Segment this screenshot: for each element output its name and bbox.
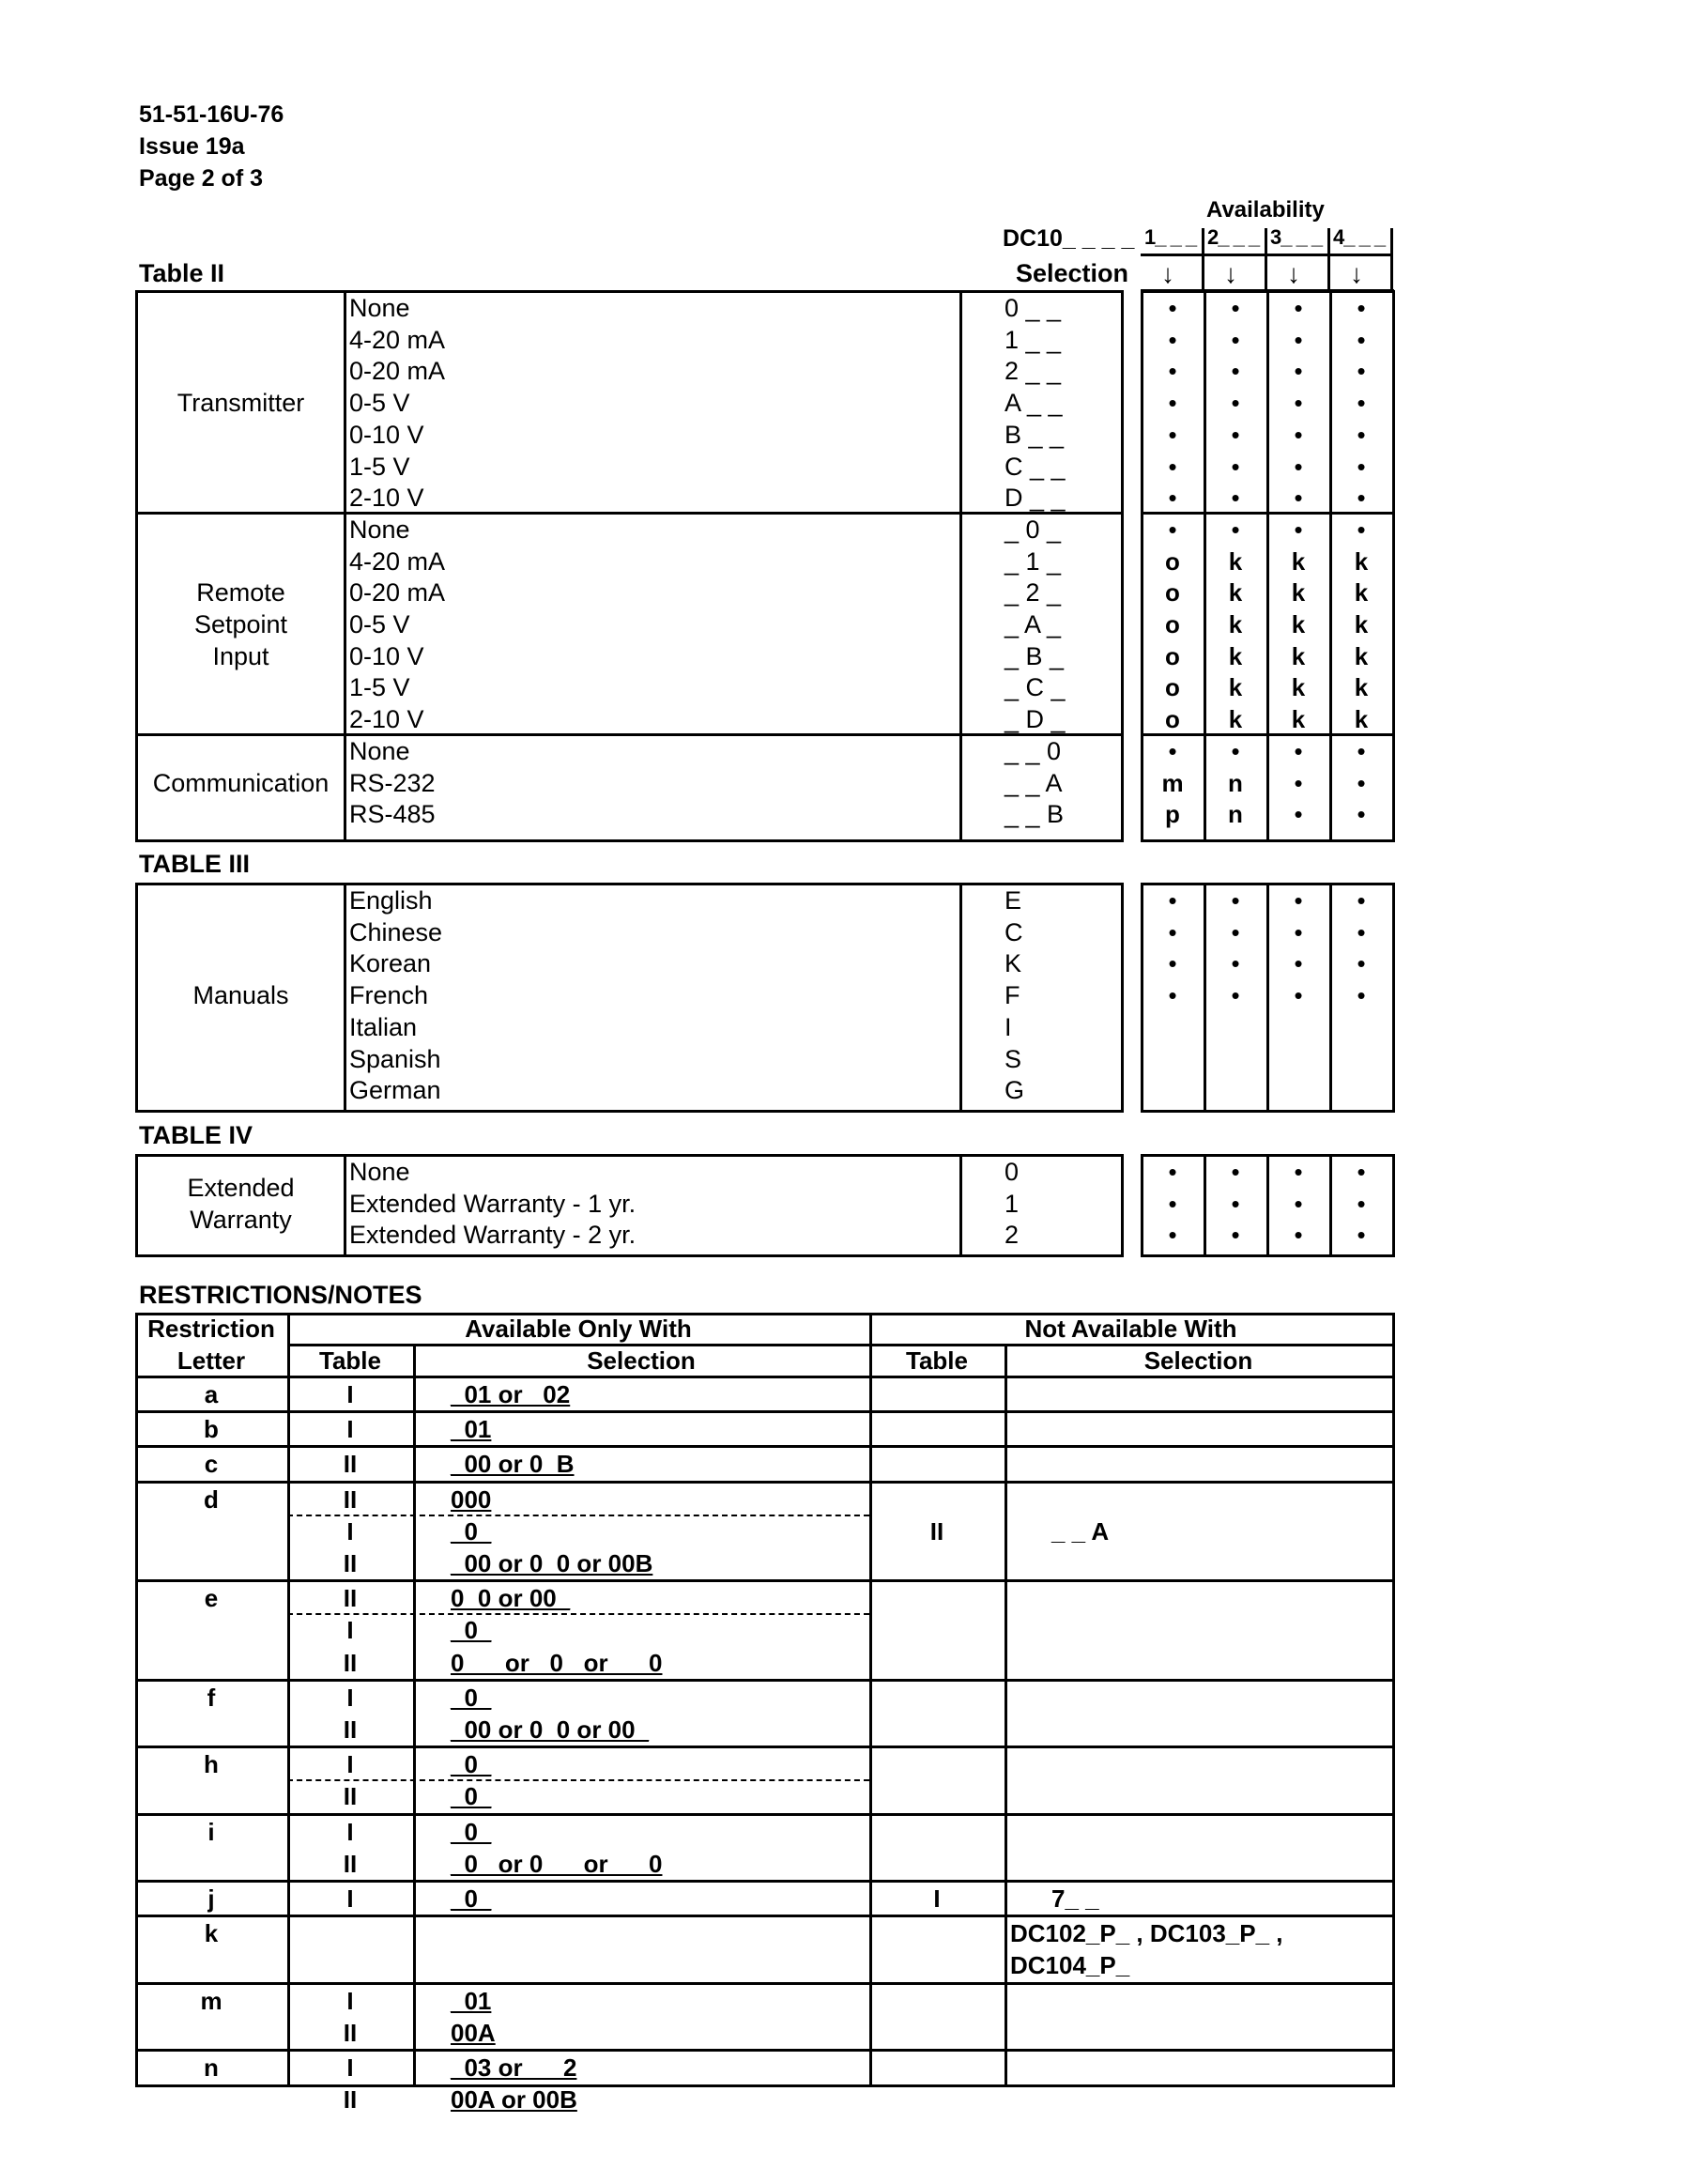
selection-code: E [1005,886,1022,915]
column-divider [1265,228,1267,289]
bullet-mark: • [1294,736,1303,765]
restriction-mark: o [1165,610,1180,638]
not-selection-value: 7_ _ [1051,1884,1099,1913]
group-name: Extended [187,1173,295,1202]
down-arrow-icon: ↓ [1224,259,1237,288]
header-underline [1266,254,1329,256]
restriction-mark: p [1165,800,1180,829]
selection-code: 1 _ _ [1005,325,1062,354]
bullet-mark: • [1294,1221,1303,1250]
restriction-mark: o [1165,641,1180,670]
selection-code: 0 _ _ [1005,294,1062,322]
table-ref: I [346,1817,354,1846]
bullet-mark: • [1294,452,1303,481]
column-divider [1202,228,1204,289]
restriction-mark: k [1354,705,1369,734]
page-label: Page 2 of 3 [139,165,263,192]
bullet-mark: • [1231,484,1240,513]
col-divider [344,883,346,1113]
bullet-mark: • [1357,294,1366,322]
bullet-mark: • [1231,389,1240,418]
col-divider [344,1154,346,1257]
restriction-mark: k [1228,578,1243,608]
bullet-mark: • [1168,1189,1177,1218]
restriction-header: Restriction [147,1315,275,1343]
header-underline [1141,254,1204,256]
header-underline [1204,254,1266,256]
bullet-mark: • [1168,886,1177,915]
selection-code: I [1005,1012,1012,1041]
table-ref: II [343,1715,358,1744]
selection-value: _0_ [451,1683,492,1712]
table-ref: I [346,1380,354,1408]
bullet-mark: • [1168,736,1177,765]
selection-label: Selection [1016,259,1129,287]
selection-code: _ A _ [1005,610,1062,638]
bullet-mark: • [1357,325,1366,354]
option-label: RS-232 [349,768,436,797]
avail-col-divider [1329,883,1332,1113]
table-ref: II [343,1484,358,1514]
option-label: Italian [349,1012,418,1041]
option-label: 0-20 mA [349,357,446,386]
restriction-mark: k [1291,578,1306,608]
selection-value: _0_ [451,1817,492,1846]
restriction-mark: k [1354,641,1369,670]
down-arrow-icon: ↓ [1287,259,1300,288]
bullet-mark: • [1357,800,1366,829]
col-divider [869,1313,872,2087]
selection-code: 1 [1005,1189,1020,1218]
bullet-mark: • [1231,1221,1240,1250]
bullet-mark: • [1294,389,1303,418]
restriction-mark: k [1291,546,1306,576]
avail-col-divider [1329,1154,1332,1257]
table-ref: II [343,2018,358,2047]
selection-code: 2 _ _ [1005,357,1062,386]
table-ref: I [346,1683,354,1712]
bullet-mark: • [1357,484,1366,513]
table-ref: I [346,1415,354,1444]
table-ii-title: Table II [139,259,225,287]
selection-code: _ 2 _ [1005,578,1062,608]
dashed-divider [287,1613,869,1615]
bullet-mark: • [1357,949,1366,978]
bullet-mark: • [1357,981,1366,1010]
selection-value: _01 [451,1415,492,1444]
table-ref: II [343,1849,358,1878]
not-table-ref: I [933,1884,941,1913]
bullet-mark: • [1294,420,1303,449]
restriction-mark: o [1165,705,1180,734]
selection-value: _0_ [451,1516,492,1546]
restriction-letter: d [204,1484,219,1514]
selection-value: _03 or _ _2 [451,2053,577,2082]
selection-value: _0_ [451,1782,492,1811]
restriction-mark: n [1228,800,1243,829]
restriction-mark: k [1354,578,1369,608]
option-label: None [349,515,410,544]
table-header: Table [319,1346,381,1375]
selection-value: _0_ [451,1750,492,1779]
restriction-mark: k [1228,705,1243,734]
table-ref: II [343,1549,358,1577]
bullet-mark: • [1231,1189,1240,1218]
availability-title: Availability [1206,197,1325,223]
selection-value: 0_0 or 00_ [451,1584,571,1613]
bullet-mark: • [1231,357,1240,386]
option-label: 2-10 V [349,484,424,513]
bullet-mark: • [1294,1189,1303,1218]
restriction-mark: k [1354,610,1369,638]
selection-code: G [1005,1076,1025,1105]
restriction-letter: i [207,1817,215,1846]
bullet-mark: • [1231,981,1240,1010]
selection-code: _ 0 _ [1005,515,1062,544]
restriction-letter: n [204,2053,219,2082]
option-label: 2-10 V [349,705,424,734]
col-divider [959,1154,962,1257]
group-name: Setpoint [193,610,288,638]
bullet-mark: • [1294,325,1303,354]
restriction-mark: k [1228,610,1243,638]
bullet-mark: • [1357,1189,1366,1218]
group-divider [135,733,1124,736]
bullet-mark: • [1168,1158,1177,1186]
option-label: 1-5 V [349,673,410,702]
bullet-mark: • [1294,800,1303,829]
selection-code: 0 [1005,1158,1020,1186]
selection-value: _01 or _02 [451,1380,571,1408]
selection-code: C [1005,917,1023,946]
bullet-mark: • [1168,515,1177,544]
selection-code: S [1005,1044,1022,1073]
restriction-letter: k [204,1919,219,1948]
group-name: Communication [152,768,330,797]
group-name: Warranty [190,1205,292,1234]
option-label: 0-10 V [349,420,424,449]
selection-header: Selection [1143,1346,1253,1375]
bullet-mark: • [1294,515,1303,544]
selection-code: _ 1 _ [1005,546,1062,576]
restriction-mark: k [1291,610,1306,638]
available-only-with-header: Available Only With [465,1315,692,1343]
selection-value: _00 or 0_B [451,1450,575,1479]
restriction-mark: m [1161,768,1184,797]
bullet-mark: • [1357,736,1366,765]
restriction-letter: a [204,1380,219,1408]
not-selection-value: _ _ A [1051,1516,1110,1546]
restriction-mark: o [1165,673,1180,702]
option-label: None [349,294,410,322]
restriction-mark: k [1291,705,1306,734]
selection-code: _ _ 0 [1005,736,1062,765]
selection-code: F [1005,981,1020,1010]
avail-col-divider [1204,290,1206,842]
bullet-mark: • [1168,294,1177,322]
document-number: 51-51-16U-76 [139,101,284,128]
col-divider [1005,1345,1007,2087]
restriction-letter: h [204,1750,219,1779]
option-label: 0-5 V [349,389,410,418]
not-available-with-header: Not Available With [1024,1315,1237,1343]
bullet-mark: • [1357,1221,1366,1250]
bullet-mark: • [1231,917,1240,946]
down-arrow-icon: ↓ [1161,259,1174,288]
bullet-mark: • [1168,357,1177,386]
bullet-mark: • [1231,1158,1240,1186]
restriction-mark: k [1291,673,1306,702]
bullet-mark: • [1294,357,1303,386]
bullet-mark: • [1294,917,1303,946]
avail-col-divider [1329,290,1332,842]
header-underline [1329,254,1392,256]
availability-column-label: 1_ _ _ [1144,225,1197,249]
col-divider [959,290,962,842]
bullet-mark: • [1357,357,1366,386]
bullet-mark: • [1231,325,1240,354]
selection-value: 0_ _ or _0_ or _ _0 [451,1648,663,1677]
avail-col-divider [1204,1154,1206,1257]
group-divider [135,512,1124,515]
option-label: 4-20 mA [349,546,446,576]
bullet-mark: • [1294,949,1303,978]
restriction-letter: f [207,1683,216,1712]
avail-col-divider [1266,883,1269,1113]
selection-code: _ D _ [1005,705,1066,734]
bullet-mark: • [1231,452,1240,481]
restriction-letter: c [204,1450,219,1479]
model-prefix: DC10_ _ _ _ [1003,225,1135,252]
bullet-mark: • [1294,1158,1303,1186]
bullet-mark: • [1294,886,1303,915]
bullet-mark: • [1231,515,1240,544]
table-ref: II [343,1648,358,1677]
restriction-letter: b [204,1415,219,1444]
restriction-mark: k [1354,673,1369,702]
issue-label: Issue 19a [139,133,245,160]
selection-code: 2 [1005,1221,1020,1250]
selection-value: _0_ or 0_ _ or _ _0 [451,1849,663,1878]
table-ref: II [343,2085,358,2115]
selection-header: Selection [587,1346,696,1375]
selection-value: _0_ [451,1616,492,1645]
not-table-ref: II [929,1516,944,1546]
column-divider [1390,228,1393,289]
table-frame [135,290,1124,842]
selection-value: _00 or 0_0 or 00_ [451,1715,650,1744]
group-name: Remote [196,578,285,608]
dashed-divider [287,1779,869,1781]
option-label: Extended Warranty - 2 yr. [349,1221,636,1250]
bullet-mark: • [1231,949,1240,978]
option-label: Korean [349,949,432,978]
not-selection-value: DC104_P_ [1010,1951,1130,1980]
col-divider [959,883,962,1113]
table-ref: I [346,1884,354,1913]
bullet-mark: • [1357,389,1366,418]
bullet-mark: • [1168,484,1177,513]
bullet-mark: • [1168,420,1177,449]
availability-column-label: 2_ _ _ [1207,225,1260,249]
option-label: None [349,1158,410,1186]
selection-code: _ B _ [1005,641,1065,670]
restriction-mark: k [1228,641,1243,670]
availability-column-label: 3_ _ _ [1270,225,1323,249]
avail-col-divider [1266,1154,1269,1257]
option-label: French [349,981,429,1010]
bullet-mark: • [1231,736,1240,765]
avail-col-divider [1266,290,1269,842]
group-name: Manuals [192,981,289,1010]
restriction-mark: k [1228,673,1243,702]
restriction-mark: k [1291,641,1306,670]
selection-value: 00A [451,2018,496,2047]
selection-code: K [1005,949,1022,978]
bullet-mark: • [1294,484,1303,513]
option-label: Extended Warranty - 1 yr. [349,1189,636,1218]
col-divider [344,290,346,842]
bullet-mark: • [1231,294,1240,322]
selection-code: _ _ A [1005,768,1063,797]
table-ref: II [343,1584,358,1613]
bullet-mark: • [1357,886,1366,915]
restriction-mark: n [1228,768,1243,797]
bullet-mark: • [1357,452,1366,481]
option-label: None [349,736,410,765]
restriction-letter: m [200,1986,222,2015]
bullet-mark: • [1168,325,1177,354]
restriction-letter: j [207,1884,215,1913]
not-selection-value: DC102_P_ , DC103_P_ , [1010,1919,1283,1948]
table-ref: I [346,1750,354,1779]
bullet-mark: • [1168,981,1177,1010]
bullet-mark: • [1168,452,1177,481]
selection-value: 000 [451,1484,492,1514]
avail-col-divider [1204,883,1206,1113]
availability-column-label: 4_ _ _ [1333,225,1386,249]
bullet-mark: • [1294,294,1303,322]
selection-code: C _ _ [1005,452,1066,481]
restriction-mark: k [1354,546,1369,576]
table-iv-title: TABLE IV [139,1121,253,1149]
option-label: 1-5 V [349,452,410,481]
selection-code: A _ _ [1005,389,1063,418]
option-label: Chinese [349,917,443,946]
col-divider [413,1345,416,2087]
option-label: German [349,1076,441,1105]
table-ref: II [343,1450,358,1479]
table-ref: II [343,1782,358,1811]
selection-code: _ C _ [1005,673,1066,702]
option-label: 4-20 mA [349,325,446,354]
bullet-mark: • [1294,981,1303,1010]
bullet-mark: • [1357,1158,1366,1186]
restriction-mark: k [1228,546,1243,576]
table-header: Table [906,1346,968,1375]
option-label: English [349,886,433,915]
table-ref: I [346,1986,354,2015]
dashed-divider [287,1515,869,1516]
group-name: Transmitter [176,389,305,418]
bullet-mark: • [1357,515,1366,544]
selection-code: D _ _ [1005,484,1066,513]
down-arrow-icon: ↓ [1350,259,1363,288]
bullet-mark: • [1168,389,1177,418]
bullet-mark: • [1294,768,1303,797]
selection-value: _01 [451,1986,492,2015]
restriction-mark: o [1165,546,1180,576]
bullet-mark: • [1357,917,1366,946]
table-ref: I [346,1516,354,1546]
selection-value: _00 or 0_0 or 00B [451,1549,653,1577]
table-ref: I [346,2053,354,2082]
selection-code: B _ _ [1005,420,1065,449]
letter-header: Letter [176,1346,246,1375]
bullet-mark: • [1168,949,1177,978]
bullet-mark: • [1357,420,1366,449]
selection-code: _ _ B [1005,800,1065,829]
bullet-mark: • [1231,886,1240,915]
option-label: 0-5 V [349,610,410,638]
option-label: Spanish [349,1044,441,1073]
selection-value: _0_ [451,1884,492,1913]
bullet-mark: • [1231,420,1240,449]
option-label: 0-10 V [349,641,424,670]
bullet-mark: • [1357,768,1366,797]
restrictions-title: RESTRICTIONS/NOTES [139,1281,422,1309]
table-ref: I [346,1616,354,1645]
column-divider [1327,228,1330,289]
selection-value: 00A or 00B [451,2085,577,2115]
option-label: 0-20 mA [349,578,446,608]
bullet-mark: • [1168,917,1177,946]
table-iii-title: TABLE III [139,850,250,878]
restriction-mark: o [1165,578,1180,608]
bullet-mark: • [1168,1221,1177,1250]
group-name: Input [212,641,269,670]
option-label: RS-485 [349,800,436,829]
restriction-letter: e [204,1584,219,1613]
